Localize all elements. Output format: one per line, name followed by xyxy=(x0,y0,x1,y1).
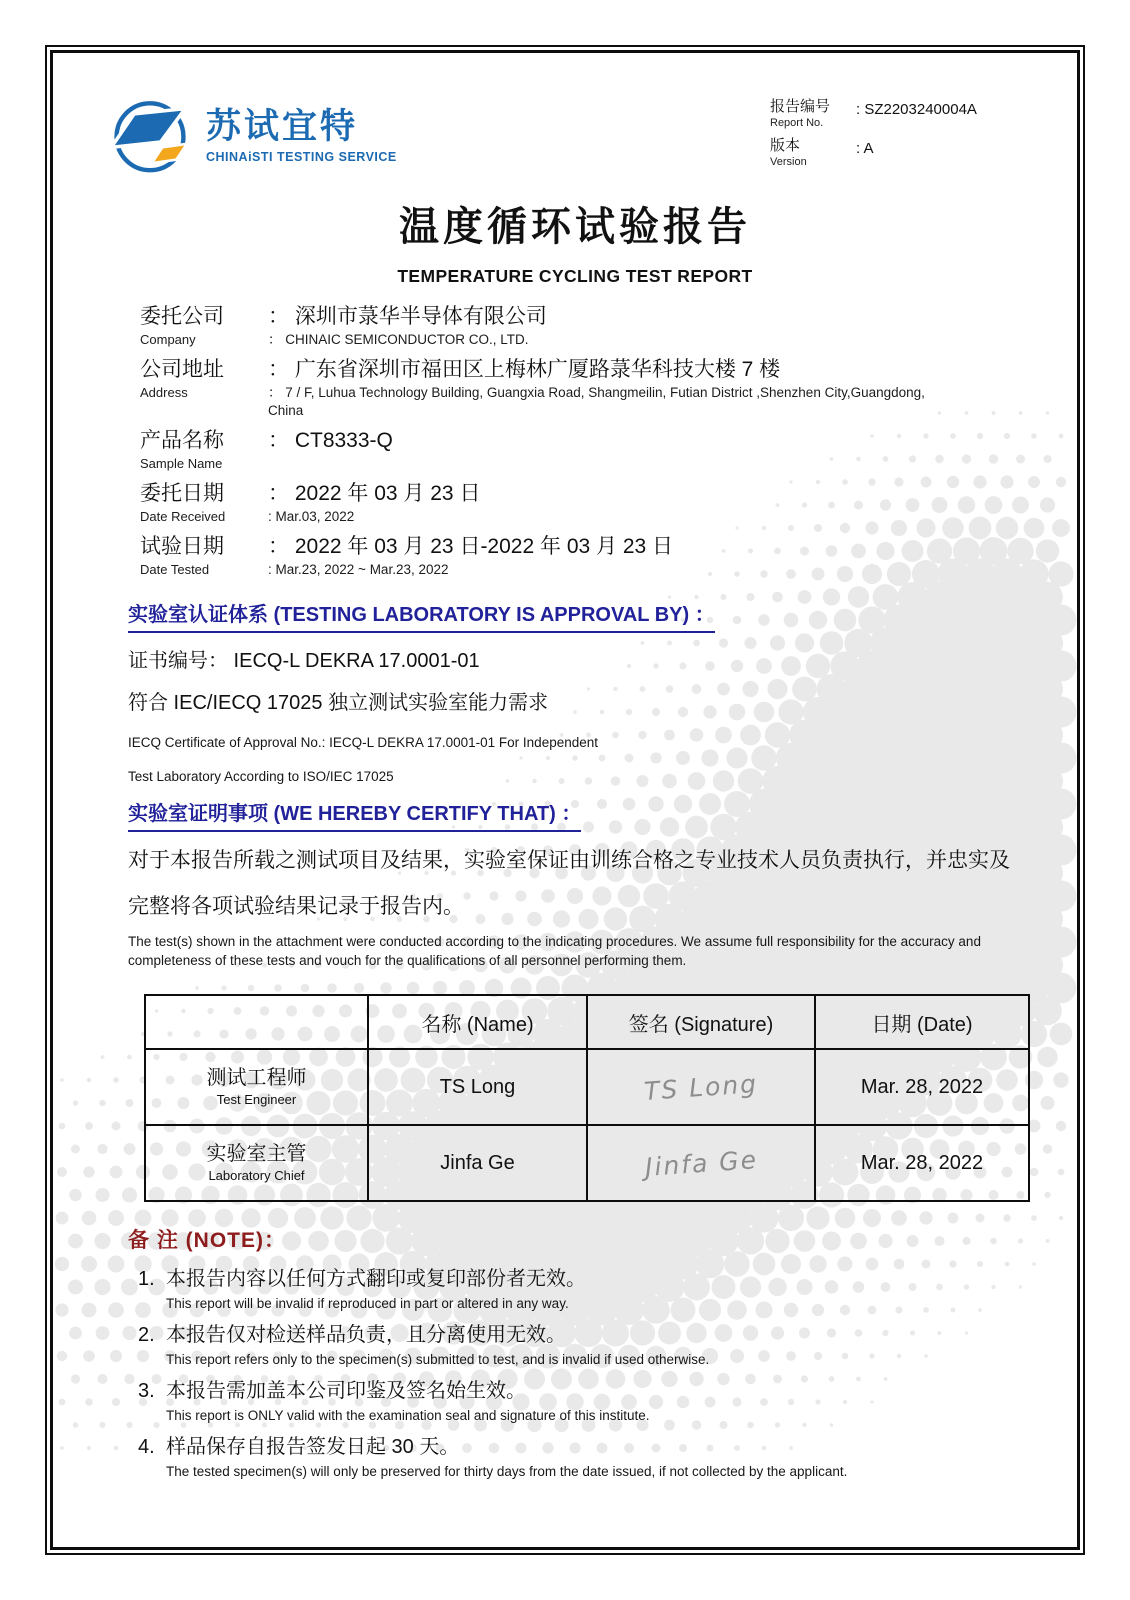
test-engineer-role-cn: 测试工程师 xyxy=(206,1067,307,1089)
company-value-en: ： CHINAIC SEMICONDUCTOR CO., LTD. xyxy=(268,332,529,347)
logo-swoosh-icon xyxy=(106,91,194,179)
address-value-en: ： 7 / F, Luhua Technology Building, Guangxia Road, Shangmeilin, Futian District ,Shenzhen City,Guangdong, China xyxy=(268,385,925,418)
address-value-cn: ： 广东省深圳市福田区上梅林广厦路菉华科技大楼 7 楼 xyxy=(268,358,781,381)
note-section-heading: 备 注 (NOTE)： xyxy=(128,1229,286,1252)
report-page xyxy=(53,53,1077,1547)
info-block xyxy=(140,303,1022,579)
note-1-cn: 本报告内容以任何方式翻印或复印部份者无效。 xyxy=(166,1268,586,1290)
approval-section-heading: 实验室认证体系 (TESTING LABORATORY IS APPROVAL BY) ： xyxy=(128,602,715,633)
address-label-en: Address xyxy=(140,385,188,400)
note-item-2 xyxy=(138,1322,1022,1369)
date-tested-value-cn: ： 2022 年 03 月 23 日-2022 年 03 月 23 日 xyxy=(268,535,674,558)
signature-table xyxy=(144,994,1030,1202)
laboratory-chief-name: Jinfa Ge xyxy=(368,1125,587,1201)
sample-value: ： CT8333-Q xyxy=(268,429,393,452)
company-label-cn: 委托公司 xyxy=(140,305,224,328)
info-row-date-received xyxy=(140,480,1022,526)
signature-table-header-row xyxy=(145,995,1029,1049)
sample-label-en: Sample Name xyxy=(140,456,223,471)
certify-body-cn: 对于本报告所载之测试项目及结果，实验室保证由训练合格之专业技术人员负责执行，并忠实及完整将各项试验结果记录于报告内。 xyxy=(128,849,1010,918)
header-cell-signature: 签名 (Signature) xyxy=(587,995,815,1049)
info-row-address xyxy=(140,356,1022,420)
note-item-1 xyxy=(138,1266,1022,1313)
note-2-en: This report refers only to the specimen(s) submitted to test, and is invalid if used otherwise. xyxy=(166,1352,710,1367)
note-item-3 xyxy=(138,1378,1022,1425)
date-tested-value-en: : Mar.23, 2022 ~ Mar.23, 2022 xyxy=(268,562,449,577)
conformity-line: 符合 IEC/IECQ 17025 独立测试实验室能力需求 xyxy=(128,692,549,714)
laboratory-chief-date: Mar. 28, 2022 xyxy=(815,1125,1029,1201)
header-cell-empty xyxy=(145,995,368,1049)
note-3-en: This report is ONLY valid with the examination seal and signature of this institute. xyxy=(166,1408,650,1423)
page-header xyxy=(106,91,1022,179)
note-item-4 xyxy=(138,1434,1022,1481)
test-engineer-signature: TS Long xyxy=(643,1068,759,1106)
version-label-en: Version xyxy=(770,156,807,168)
note-3-number: 3. xyxy=(138,1380,155,1402)
test-engineer-date: Mar. 28, 2022 xyxy=(815,1049,1029,1125)
info-row-sample-name xyxy=(140,427,1022,473)
report-no-label-cn: 报告编号 xyxy=(770,98,831,115)
header-cell-name: 名称 (Name) xyxy=(368,995,587,1049)
certificate-no-line: 证书编号： IECQ-L DEKRA 17.0001-01 xyxy=(128,650,480,672)
info-row-date-tested xyxy=(140,533,1022,579)
report-meta xyxy=(770,97,1022,175)
approval-en-line1: IECQ Certificate of Approval No.: IECQ-L DEKRA 17.0001-01 For Independent xyxy=(128,735,598,750)
certify-body-en: The test(s) shown in the attachment were conducted according to the indicating procedures. We assume full responsibility for the accuracy and completeness of these tests and vouch for the qualifications of all personnel performing them. xyxy=(128,934,981,968)
sample-label-cn: 产品名称 xyxy=(140,429,224,452)
report-no-value: : SZ2203240004A xyxy=(856,101,977,118)
info-row-company xyxy=(140,303,1022,349)
version-label-cn: 版本 xyxy=(770,137,801,154)
date-received-label-en: Date Received xyxy=(140,509,226,524)
header-cell-date: 日期 (Date) xyxy=(815,995,1029,1049)
note-2-cn: 本报告仅对检送样品负责，且分离使用无效。 xyxy=(166,1324,566,1346)
page-title: 温度循环试验报告 xyxy=(399,205,751,249)
logo-text xyxy=(206,107,397,164)
date-received-value-cn: ： 2022 年 03 月 23 日 xyxy=(268,482,481,505)
report-no-row xyxy=(770,97,1022,130)
test-engineer-role-en: Test Engineer xyxy=(216,1092,297,1107)
note-4-cn: 样品保存自报告签发日起 30 天。 xyxy=(166,1436,460,1458)
table-row-test-engineer xyxy=(145,1049,1029,1125)
date-tested-label-cn: 试验日期 xyxy=(140,535,224,558)
address-label-cn: 公司地址 xyxy=(140,358,224,381)
approval-section xyxy=(128,586,1022,785)
note-4-number: 4. xyxy=(138,1436,155,1458)
report-no-label-en: Report No. xyxy=(770,117,824,129)
certify-section xyxy=(128,785,1022,970)
brand-name-cn: 苏试宜特 xyxy=(206,106,359,146)
note-4-en: The tested specimen(s) will only be preserved for thirty days from the date issued, if not collected by the applicant. xyxy=(166,1464,848,1479)
test-engineer-name: TS Long xyxy=(368,1049,587,1125)
logo xyxy=(106,91,397,179)
brand-name-en: CHINAiSTI TESTING SERVICE xyxy=(206,149,397,164)
date-received-label-cn: 委托日期 xyxy=(140,482,224,505)
certify-section-heading: 实验室证明事项 (WE HEREBY CERTIFY THAT) ： xyxy=(128,801,581,832)
page-subtitle: TEMPERATURE CYCLING TEST REPORT xyxy=(397,266,753,286)
company-label-en: Company xyxy=(140,332,196,347)
version-row xyxy=(770,136,1022,169)
laboratory-chief-role-en: Laboratory Chief xyxy=(208,1168,305,1183)
version-value: : A xyxy=(856,140,874,157)
note-2-number: 2. xyxy=(138,1324,155,1346)
date-received-value-en: : Mar.03, 2022 xyxy=(268,509,355,524)
date-tested-label-en: Date Tested xyxy=(140,562,210,577)
note-list xyxy=(138,1266,1022,1481)
note-1-number: 1. xyxy=(138,1268,155,1290)
approval-en-line2: Test Laboratory According to ISO/IEC 17025 xyxy=(128,769,394,784)
laboratory-chief-signature: Jinfa Ge xyxy=(643,1144,759,1182)
note-3-cn: 本报告需加盖本公司印鉴及签名始生效。 xyxy=(166,1380,526,1402)
table-row-laboratory-chief xyxy=(145,1125,1029,1201)
laboratory-chief-role-cn: 实验室主管 xyxy=(206,1143,307,1165)
note-1-en: This report will be invalid if reproduced in part or altered in any way. xyxy=(166,1296,569,1311)
company-value-cn: ： 深圳市菉华半导体有限公司 xyxy=(268,305,547,328)
